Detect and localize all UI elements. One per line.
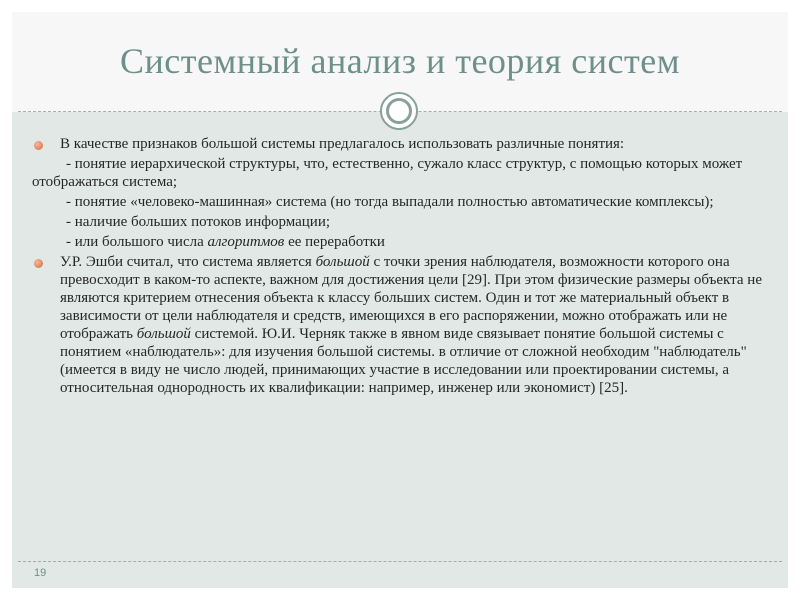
ring-ornament-icon [380, 92, 418, 130]
emphasis-text: большой [315, 254, 370, 270]
paragraph-text: - или большого числа [66, 234, 208, 250]
paragraph-text: У.Р. Эшби считал, что система является [60, 254, 316, 270]
emphasis-text: большой [136, 326, 191, 342]
bullet-paragraph-1 [32, 135, 778, 153]
footer-divider [18, 561, 782, 562]
page-number: 19 [34, 567, 47, 579]
slide [12, 12, 788, 588]
paragraph-text: - понятие «человеко-машинная» система (но тогда выпадали полностью автоматические комплексы); [66, 194, 714, 210]
paragraph-text: В качестве признаков большой системы предлагалось использовать различные понятия: [60, 136, 625, 152]
paragraph-text: ее переработки [284, 234, 385, 250]
sub-paragraph-4 [32, 233, 778, 251]
bullet-paragraph-2 [32, 253, 778, 397]
paragraph-text: системой. Ю.И. Черняк также в явном виде связывает понятие большой системы с понятием «наблюдатель»: для изучения большой системы. в отличие от сложной необходим "наблюдатель" (имеется в виду не число людей, принимающих участие в исследовании или проектировании системы, а относительная однородность их квалификации: например, инженер или экономист) [25]. [60, 326, 747, 396]
paragraph-text: - наличие больших потоков информации; [66, 214, 331, 230]
paragraph-text: с точки зрения наблюдателя, возможности которого она превосходит в каком-то аспекте, важном для достижения цели [29]. При этом физические размеры объекта не являются критерием отнесения объекта к классу больших систем. Один и тот же материальный объект в зависимости от цели наблюдателя и средств, имеющихся в его распоряжении, можно отображать или не отображать [60, 254, 762, 342]
slide-title: Системный анализ и теория систем [120, 41, 680, 81]
paragraph-text: - понятие иерархической структуры, что, естественно, сужало класс структур, с помощью которых может отображаться система; [32, 156, 743, 190]
sub-paragraph-3 [32, 213, 778, 231]
slide-body [32, 135, 778, 399]
emphasis-text: алгоритмов [207, 234, 285, 250]
sub-paragraph-1 [32, 155, 778, 191]
sub-paragraph-2 [32, 193, 778, 211]
